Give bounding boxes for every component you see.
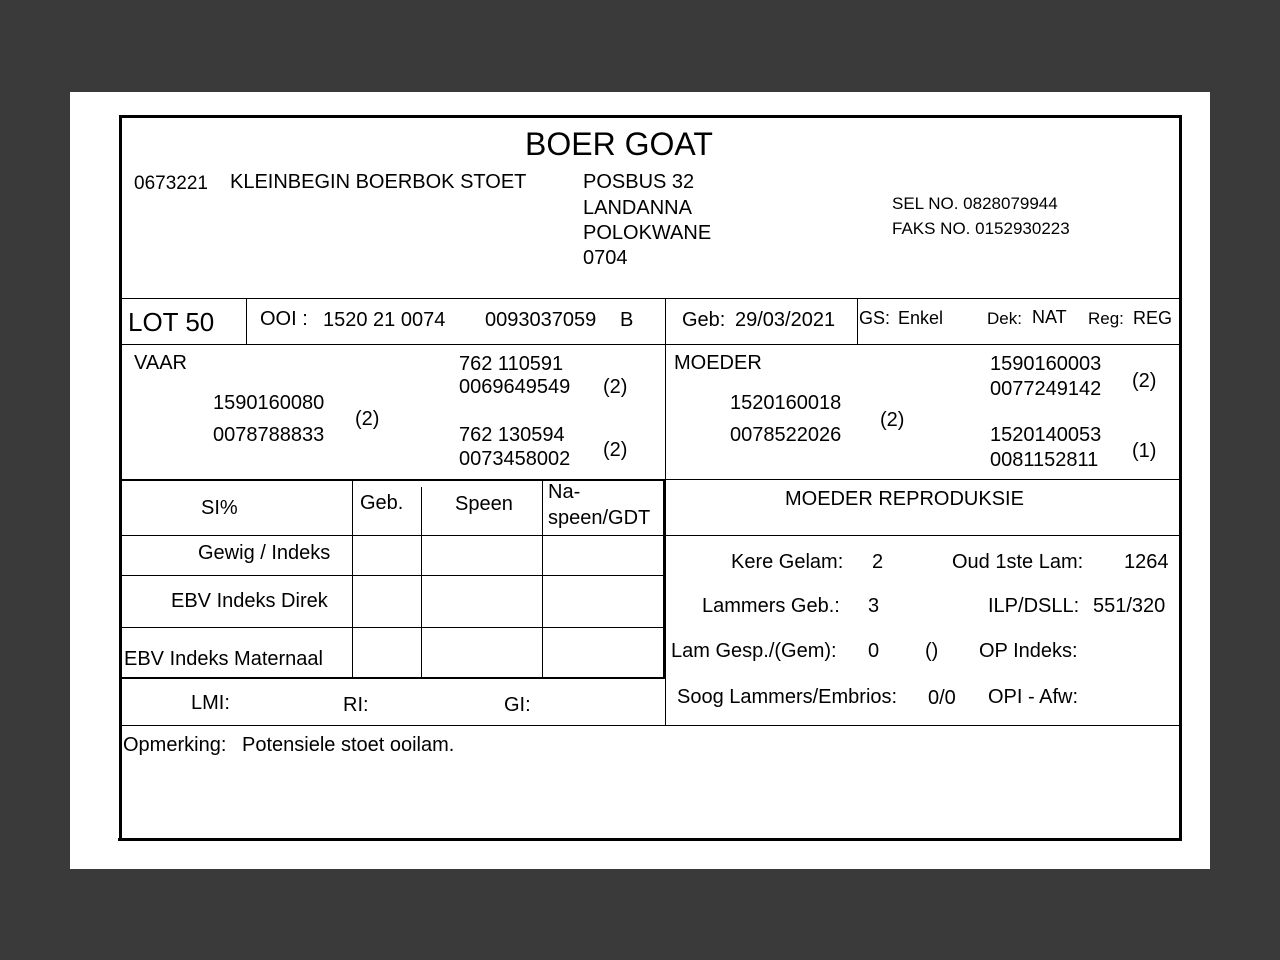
moeder-count: (2) xyxy=(880,409,905,431)
lmi-label: LMI: xyxy=(191,692,230,714)
rule-header-bottom xyxy=(122,298,1180,299)
lam-gesp-label: Lam Gesp./(Gem): xyxy=(671,640,837,662)
lammers-geb-value: 3 xyxy=(868,595,880,617)
ooi-id: 1520 21 0074 xyxy=(323,309,446,331)
row-label-direk: EBV Indeks Direk xyxy=(171,590,328,612)
vaar-sire-reg: 0069649549 xyxy=(459,376,571,398)
dek-value: NAT xyxy=(1032,307,1067,327)
moeder-id: 1520160018 xyxy=(730,392,842,414)
goat-certificate xyxy=(70,92,1210,869)
op-indeks-label: OP Indeks: xyxy=(979,640,1078,662)
certificate-title: BOER GOAT xyxy=(525,126,713,162)
gi-label: GI: xyxy=(504,694,531,716)
ooi-suffix: B xyxy=(620,309,634,331)
breeder-name: KLEINBEGIN BOERBOK STOET xyxy=(230,171,527,193)
ooi-reg-number: 0093037059 xyxy=(485,309,597,331)
vaar-dam-reg: 0073458002 xyxy=(459,448,571,470)
rule-pedigree-bottom-left xyxy=(122,479,666,481)
vaar-label: VAAR xyxy=(134,352,187,374)
vaar-reg: 0078788833 xyxy=(213,424,325,446)
row-label-gewig: Gewig / Indeks xyxy=(198,542,331,564)
rule-remarks-top xyxy=(122,725,1180,726)
address-line-3: POLOKWANE xyxy=(583,222,712,244)
moeder-reg: 0078522026 xyxy=(730,424,842,446)
reg-value: REG xyxy=(1133,308,1173,328)
vaar-dam-count: (2) xyxy=(603,439,628,461)
vaar-dam-id: 762 130594 xyxy=(459,424,565,446)
remarks-label: Opmerking: xyxy=(123,734,227,756)
rule-lot-bottom xyxy=(122,344,1180,345)
oud-1ste-lam-label: Oud 1ste Lam: xyxy=(952,551,1084,573)
moeder-dam-reg: 0081152811 xyxy=(990,449,1099,471)
rule-repro-header xyxy=(666,535,1180,536)
geb-label: Geb: xyxy=(682,309,726,331)
lammers-geb-label: Lammers Geb.: xyxy=(702,595,840,617)
address-line-4: 0704 xyxy=(583,247,628,269)
rule-maternaal xyxy=(122,677,666,679)
frame-bottom xyxy=(118,838,1182,841)
rule-index-right xyxy=(663,481,666,679)
soog-value: 0/0 xyxy=(928,687,956,709)
rule-pedigree-bottom-right xyxy=(666,479,1180,480)
ri-label: RI: xyxy=(343,694,369,716)
col-header-si: SI% xyxy=(201,497,238,519)
fax-number: FAKS NO. 0152930223 xyxy=(892,219,1070,238)
repro-title: MOEDER REPRODUKSIE xyxy=(785,488,1024,510)
dek-label: Dek: xyxy=(987,309,1022,328)
col-header-speen: Speen xyxy=(455,493,513,515)
address-line-2: LANDANNA xyxy=(583,197,692,219)
gs-label: GS: xyxy=(859,308,891,328)
rule-index-col3 xyxy=(542,481,543,677)
reg-label: Reg: xyxy=(1088,309,1124,328)
moeder-dam-count: (1) xyxy=(1132,440,1157,462)
vaar-count: (2) xyxy=(355,408,380,430)
col-header-naspeen-line1: Na- xyxy=(548,481,581,503)
gs-value: Enkel xyxy=(898,308,944,328)
col-header-geb: Geb. xyxy=(360,492,404,514)
kere-gelam-value: 2 xyxy=(872,551,884,573)
remarks-text: Potensiele stoet ooilam. xyxy=(242,734,455,756)
address-line-1: POSBUS 32 xyxy=(583,171,695,193)
frame-left xyxy=(119,115,122,841)
lam-gesp-average: () xyxy=(925,640,939,662)
opi-afw-label: OPI - Afw: xyxy=(988,686,1079,708)
rule-index-col1 xyxy=(352,481,353,677)
moeder-label: MOEDER xyxy=(674,352,762,374)
vaar-id: 1590160080 xyxy=(213,392,325,414)
oud-1ste-lam-value: 1264 xyxy=(1124,551,1169,573)
cell-number: SEL NO. 0828079944 xyxy=(892,194,1058,213)
rule-lot-divider xyxy=(246,298,247,344)
moeder-sire-reg: 0077249142 xyxy=(990,378,1102,400)
row-label-maternaal: EBV Indeks Maternaal xyxy=(124,648,323,670)
ooi-label: OOI : xyxy=(260,308,308,330)
frame-top xyxy=(120,115,1182,118)
rule-gewig xyxy=(122,575,666,576)
soog-label: Soog Lammers/Embrios: xyxy=(677,686,898,708)
moeder-sire-count: (2) xyxy=(1132,370,1157,392)
vaar-sire-count: (2) xyxy=(603,376,628,398)
frame-right xyxy=(1179,115,1182,841)
ilp-dsll-label: ILP/DSLL: xyxy=(988,595,1080,617)
vaar-sire-id: 762 110591 xyxy=(459,353,564,375)
rule-geb-gs-divider xyxy=(857,298,858,344)
rule-index-header xyxy=(122,535,666,536)
lot-number: LOT 50 xyxy=(128,307,215,337)
geb-date: 29/03/2021 xyxy=(735,309,836,331)
moeder-sire-id: 1590160003 xyxy=(990,353,1102,375)
rule-index-col2 xyxy=(421,487,422,677)
breeder-number: 0673221 xyxy=(134,173,208,194)
ilp-dsll-value: 551/320 xyxy=(1093,595,1166,617)
lam-gesp-value: 0 xyxy=(868,640,880,662)
rule-direk xyxy=(122,627,666,628)
moeder-dam-id: 1520140053 xyxy=(990,424,1102,446)
col-header-naspeen-line2: speen/GDT xyxy=(548,507,651,529)
kere-gelam-label: Kere Gelam: xyxy=(731,551,844,573)
